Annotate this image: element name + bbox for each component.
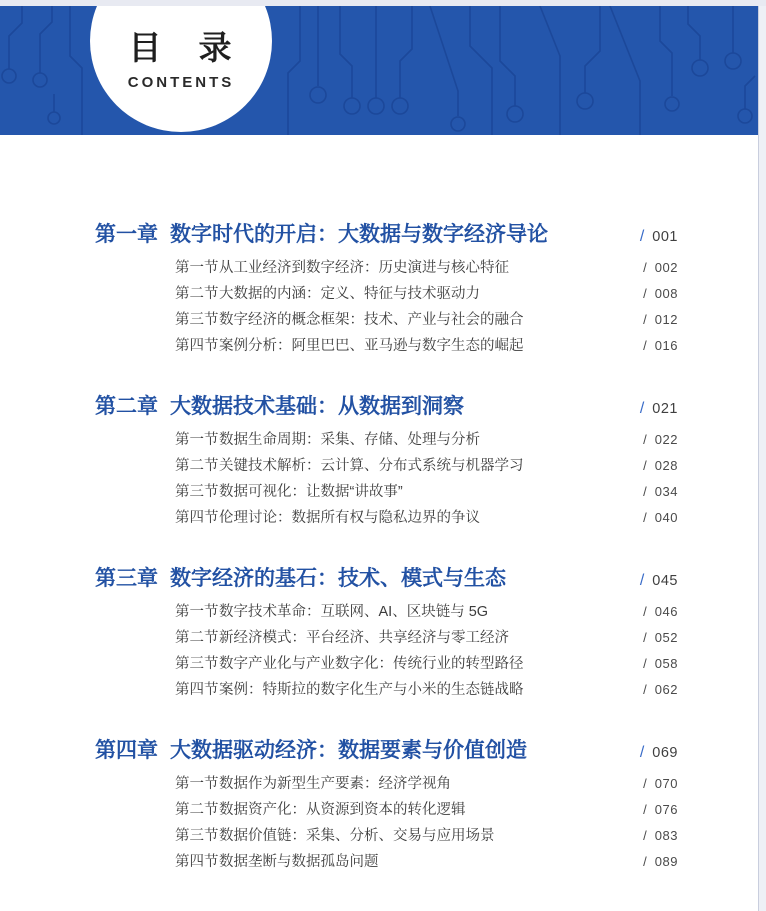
section-list bbox=[95, 600, 678, 704]
chapter-row[interactable] bbox=[95, 734, 678, 762]
chapter-page bbox=[640, 572, 678, 590]
section-page bbox=[643, 630, 678, 645]
section-page-number: 058 bbox=[654, 656, 678, 671]
section-title: 新经济模式：平台经济、共享经济与零工经济 bbox=[219, 630, 509, 646]
page-slash-icon: / bbox=[639, 572, 645, 589]
section-number: 第二节 bbox=[175, 802, 219, 818]
section-number: 第四节 bbox=[175, 338, 219, 354]
section-row[interactable] bbox=[95, 772, 678, 798]
page-slash-icon: / bbox=[643, 338, 647, 353]
page-slash-icon: / bbox=[643, 260, 647, 275]
section-page-number: 008 bbox=[654, 286, 678, 301]
section-page-number: 034 bbox=[654, 484, 678, 499]
section-page bbox=[643, 604, 678, 619]
section-page-number: 052 bbox=[654, 630, 678, 645]
chapter-number: 第四章 bbox=[95, 738, 158, 762]
section-page bbox=[643, 338, 678, 353]
chapter-page-number: 045 bbox=[652, 573, 678, 589]
chapter-page-number: 001 bbox=[652, 229, 678, 245]
header-band bbox=[0, 6, 759, 135]
section-row[interactable] bbox=[95, 798, 678, 824]
chapter-row[interactable] bbox=[95, 562, 678, 590]
section-page-number: 002 bbox=[654, 260, 678, 275]
chapter-title: 数字经济的基石：技术、模式与生态 bbox=[170, 566, 506, 590]
section-page bbox=[643, 260, 678, 275]
section-row[interactable] bbox=[95, 282, 678, 308]
section-title: 数据可视化：让数据“讲故事” bbox=[219, 484, 403, 500]
page-slash-icon: / bbox=[643, 604, 647, 619]
chapter-page bbox=[640, 400, 678, 418]
chapter-number: 第一章 bbox=[95, 222, 158, 246]
table-of-contents bbox=[95, 218, 678, 906]
section-row[interactable] bbox=[95, 850, 678, 876]
section-row[interactable] bbox=[95, 652, 678, 678]
page-slash-icon: / bbox=[639, 744, 645, 761]
section-title: 从工业经济到数字经济：历史演进与核心特征 bbox=[219, 260, 509, 276]
section-number: 第二节 bbox=[175, 630, 219, 646]
section-row[interactable] bbox=[95, 454, 678, 480]
section-number: 第三节 bbox=[175, 312, 219, 328]
section-title: 数据生命周期：采集、存储、处理与分析 bbox=[219, 432, 480, 448]
section-row[interactable] bbox=[95, 506, 678, 532]
section-page-number: 076 bbox=[654, 802, 678, 817]
section-number: 第一节 bbox=[175, 604, 219, 620]
section-page-number: 089 bbox=[654, 854, 678, 869]
section-row[interactable] bbox=[95, 428, 678, 454]
section-number: 第四节 bbox=[175, 854, 219, 870]
section-page bbox=[643, 828, 678, 843]
section-page-number: 062 bbox=[654, 682, 678, 697]
section-title: 案例分析：阿里巴巴、亚马逊与数字生态的崛起 bbox=[219, 338, 524, 354]
section-page-number: 022 bbox=[654, 432, 678, 447]
section-list bbox=[95, 772, 678, 876]
section-number: 第三节 bbox=[175, 828, 219, 844]
section-number: 第三节 bbox=[175, 656, 219, 672]
chapter-page bbox=[640, 228, 678, 246]
section-page bbox=[643, 510, 678, 525]
section-number: 第一节 bbox=[175, 776, 219, 792]
section-title: 数字产业化与产业数字化：传统行业的转型路径 bbox=[219, 656, 524, 672]
chapter-title: 大数据技术基础：从数据到洞察 bbox=[170, 394, 464, 418]
chapter-block bbox=[95, 218, 678, 360]
section-page-number: 046 bbox=[654, 604, 678, 619]
page-slash-icon: / bbox=[643, 432, 647, 447]
section-list bbox=[95, 256, 678, 360]
page-slash-icon: / bbox=[643, 776, 647, 791]
section-page bbox=[643, 682, 678, 697]
section-page bbox=[643, 802, 678, 817]
section-row[interactable] bbox=[95, 334, 678, 360]
chapter-number: 第三章 bbox=[95, 566, 158, 590]
chapter-row[interactable] bbox=[95, 390, 678, 418]
section-row[interactable] bbox=[95, 678, 678, 704]
page-slash-icon: / bbox=[643, 682, 647, 697]
section-page-number: 016 bbox=[654, 338, 678, 353]
section-page-number: 028 bbox=[654, 458, 678, 473]
chapter-block bbox=[95, 734, 678, 876]
section-title: 数据垄断与数据孤岛问题 bbox=[219, 854, 379, 870]
page-slash-icon: / bbox=[643, 828, 647, 843]
page-slash-icon: / bbox=[643, 458, 647, 473]
section-page bbox=[643, 432, 678, 447]
page-slash-icon: / bbox=[639, 228, 645, 245]
toc-title-en: CONTENTS bbox=[127, 74, 235, 91]
page-slash-icon: / bbox=[643, 510, 647, 525]
section-list bbox=[95, 428, 678, 532]
page-slash-icon: / bbox=[643, 854, 647, 869]
section-page bbox=[643, 286, 678, 301]
section-page bbox=[643, 776, 678, 791]
section-page-number: 070 bbox=[654, 776, 678, 791]
chapter-block bbox=[95, 562, 678, 704]
toc-title-zh: 目 录 bbox=[128, 29, 234, 66]
section-page bbox=[643, 458, 678, 473]
page-top-edge bbox=[0, 0, 766, 6]
chapter-row[interactable] bbox=[95, 218, 678, 246]
section-title: 数据价值链：采集、分析、交易与应用场景 bbox=[219, 828, 495, 844]
section-title: 数据资产化：从资源到资本的转化逻辑 bbox=[219, 802, 466, 818]
page-right-edge bbox=[758, 0, 766, 911]
section-page bbox=[643, 312, 678, 327]
section-title: 伦理讨论：数据所有权与隐私边界的争议 bbox=[219, 510, 480, 526]
chapter-number: 第二章 bbox=[95, 394, 158, 418]
section-row[interactable] bbox=[95, 626, 678, 652]
chapter-page bbox=[640, 744, 678, 762]
section-title: 关键技术解析：云计算、分布式系统与机器学习 bbox=[219, 458, 524, 474]
page-slash-icon: / bbox=[643, 484, 647, 499]
section-title: 数字技术革命：互联网、AI、区块链与 5G bbox=[219, 604, 489, 620]
section-number: 第四节 bbox=[175, 682, 219, 698]
section-page-number: 012 bbox=[654, 312, 678, 327]
section-title: 数字经济的概念框架：技术、产业与社会的融合 bbox=[219, 312, 524, 328]
section-title: 数据作为新型生产要素：经济学视角 bbox=[219, 776, 451, 792]
section-row[interactable] bbox=[95, 600, 678, 626]
chapter-page-number: 021 bbox=[652, 401, 678, 417]
chapter-block bbox=[95, 390, 678, 532]
section-row[interactable] bbox=[95, 308, 678, 334]
page-slash-icon: / bbox=[643, 656, 647, 671]
page-slash-icon: / bbox=[643, 630, 647, 645]
section-row[interactable] bbox=[95, 824, 678, 850]
section-title: 案例：特斯拉的数字化生产与小米的生态链战略 bbox=[219, 682, 524, 698]
section-number: 第三节 bbox=[175, 484, 219, 500]
section-page bbox=[643, 484, 678, 499]
section-page bbox=[643, 854, 678, 869]
section-page bbox=[643, 656, 678, 671]
section-page-number: 040 bbox=[654, 510, 678, 525]
section-number: 第一节 bbox=[175, 260, 219, 276]
page-slash-icon: / bbox=[643, 286, 647, 301]
section-number: 第一节 bbox=[175, 432, 219, 448]
page-slash-icon: / bbox=[643, 802, 647, 817]
chapter-title: 大数据驱动经济：数据要素与价值创造 bbox=[170, 738, 527, 762]
chapter-page-number: 069 bbox=[652, 745, 678, 761]
page-slash-icon: / bbox=[643, 312, 647, 327]
section-number: 第四节 bbox=[175, 510, 219, 526]
chapter-title: 数字时代的开启：大数据与数字经济导论 bbox=[170, 222, 548, 246]
page-slash-icon: / bbox=[639, 400, 645, 417]
section-number: 第二节 bbox=[175, 286, 219, 302]
section-row[interactable] bbox=[95, 480, 678, 506]
section-page-number: 083 bbox=[654, 828, 678, 843]
section-title: 大数据的内涵：定义、特征与技术驱动力 bbox=[219, 286, 480, 302]
section-number: 第二节 bbox=[175, 458, 219, 474]
section-row[interactable] bbox=[95, 256, 678, 282]
